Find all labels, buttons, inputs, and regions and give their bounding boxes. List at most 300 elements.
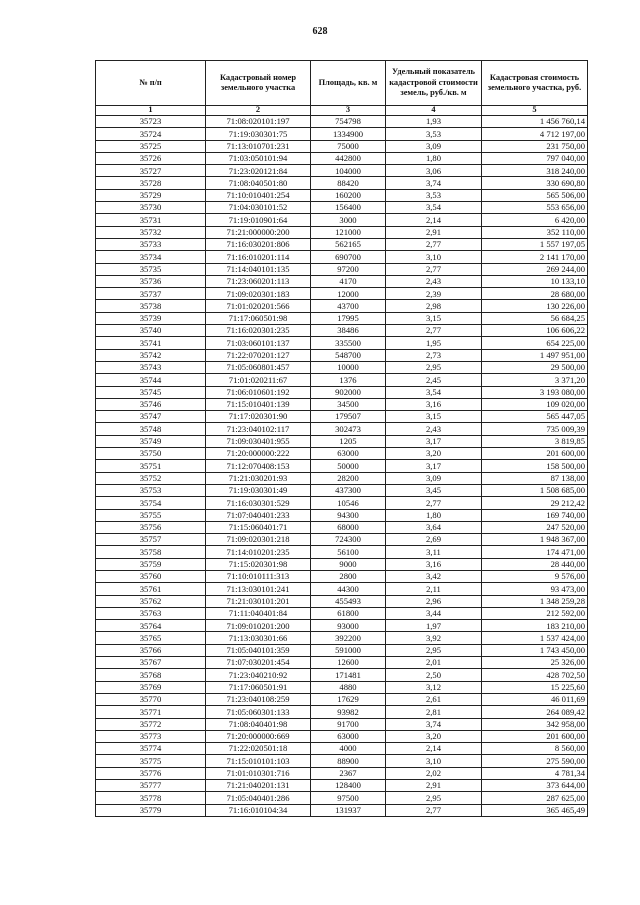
row-number-cell: 35756 [96, 521, 206, 533]
specific-value-cell: 1,97 [386, 620, 482, 632]
specific-value-cell: 2,14 [386, 743, 482, 755]
specific-value-cell: 3,74 [386, 177, 482, 189]
table-row [96, 140, 588, 152]
specific-value-cell: 2,39 [386, 288, 482, 300]
row-number-cell: 35733 [96, 238, 206, 250]
specific-value-cell: 2,61 [386, 693, 482, 705]
row-number-cell: 35764 [96, 620, 206, 632]
cadastral-number-cell: 71:10:010111:313 [206, 570, 311, 582]
area-cell: 455493 [311, 595, 386, 607]
row-number-cell: 35752 [96, 472, 206, 484]
table-row [96, 116, 588, 128]
table-row [96, 202, 588, 214]
specific-value-cell: 2,81 [386, 706, 482, 718]
table-row [96, 263, 588, 275]
row-number-cell: 35757 [96, 534, 206, 546]
row-number-cell: 35773 [96, 730, 206, 742]
cadastral-table [95, 60, 588, 817]
cadastral-number-cell: 71:21:030201:93 [206, 472, 311, 484]
cadastral-number-cell: 71:22:070201:127 [206, 349, 311, 361]
area-cell: 3000 [311, 214, 386, 226]
cadastral-number-cell: 71:21:000000:200 [206, 226, 311, 238]
column-number-row [96, 106, 588, 116]
cadastral-value-cell: 28 440,00 [482, 558, 588, 570]
table-row [96, 128, 588, 140]
row-number-cell: 35748 [96, 423, 206, 435]
cadastral-value-cell: 6 420,00 [482, 214, 588, 226]
specific-value-cell: 1,80 [386, 152, 482, 164]
table-row [96, 706, 588, 718]
cadastral-value-cell: 201 600,00 [482, 730, 588, 742]
specific-value-cell: 2,02 [386, 767, 482, 779]
specific-value-cell: 3,12 [386, 681, 482, 693]
specific-value-cell: 2,91 [386, 780, 482, 792]
row-number-cell: 35763 [96, 607, 206, 619]
cadastral-value-cell: 352 110,00 [482, 226, 588, 238]
specific-value-cell: 3,15 [386, 312, 482, 324]
area-cell: 2367 [311, 767, 386, 779]
area-cell: 61800 [311, 607, 386, 619]
cadastral-value-cell: 29 500,00 [482, 361, 588, 373]
row-number-cell: 35746 [96, 398, 206, 410]
specific-value-cell: 3,42 [386, 570, 482, 582]
cadastral-number-cell: 71:10:010401:254 [206, 189, 311, 201]
table-row [96, 632, 588, 644]
cadastral-value-cell: 553 656,00 [482, 202, 588, 214]
cadastral-value-cell: 330 690,80 [482, 177, 588, 189]
row-number-cell: 35777 [96, 780, 206, 792]
table-row [96, 214, 588, 226]
area-cell: 43700 [311, 300, 386, 312]
area-cell: 88420 [311, 177, 386, 189]
cadastral-value-cell: 654 225,00 [482, 337, 588, 349]
row-number-cell: 35747 [96, 411, 206, 423]
area-cell: 75000 [311, 140, 386, 152]
table-row [96, 767, 588, 779]
row-number-cell: 35760 [96, 570, 206, 582]
specific-value-cell: 2,95 [386, 644, 482, 656]
cadastral-number-cell: 71:01:020211:67 [206, 374, 311, 386]
cadastral-number-cell: 71:16:030301:529 [206, 497, 311, 509]
cadastral-value-cell: 8 560,00 [482, 743, 588, 755]
table-row [96, 460, 588, 472]
specific-value-cell: 3,53 [386, 189, 482, 201]
table-row [96, 251, 588, 263]
cadastral-number-cell: 71:16:020301:235 [206, 325, 311, 337]
specific-value-cell: 2,11 [386, 583, 482, 595]
specific-value-cell: 2,45 [386, 374, 482, 386]
cadastral-value-cell: 1 497 951,00 [482, 349, 588, 361]
cadastral-value-cell: 565 447,05 [482, 411, 588, 423]
cadastral-value-cell: 287 625,00 [482, 792, 588, 804]
specific-value-cell: 3,09 [386, 472, 482, 484]
area-cell: 17995 [311, 312, 386, 324]
table-row [96, 743, 588, 755]
cadastral-value-cell: 93 473,00 [482, 583, 588, 595]
area-cell: 93000 [311, 620, 386, 632]
table-body [96, 116, 588, 817]
table-row [96, 804, 588, 816]
cadastral-number-cell: 71:20:000000:222 [206, 448, 311, 460]
table-row [96, 423, 588, 435]
cadastral-number-cell: 71:20:000000:669 [206, 730, 311, 742]
table-row [96, 386, 588, 398]
specific-value-cell: 3,15 [386, 411, 482, 423]
row-number-cell: 35731 [96, 214, 206, 226]
specific-value-cell: 2,96 [386, 595, 482, 607]
row-number-cell: 35754 [96, 497, 206, 509]
row-number-cell: 35730 [96, 202, 206, 214]
cadastral-value-cell: 342 958,00 [482, 718, 588, 730]
area-cell: 63000 [311, 730, 386, 742]
area-cell: 97200 [311, 263, 386, 275]
area-cell: 97500 [311, 792, 386, 804]
row-number-cell: 35758 [96, 546, 206, 558]
specific-value-cell: 2,01 [386, 657, 482, 669]
row-number-cell: 35744 [96, 374, 206, 386]
cadastral-value-cell: 3 193 080,00 [482, 386, 588, 398]
cadastral-value-cell: 106 606,22 [482, 325, 588, 337]
cadastral-number-cell: 71:23:060201:113 [206, 275, 311, 287]
specific-value-cell: 3,10 [386, 755, 482, 767]
specific-value-cell: 3,92 [386, 632, 482, 644]
cadastral-number-cell: 71:03:060101:137 [206, 337, 311, 349]
specific-value-cell: 1,95 [386, 337, 482, 349]
table-row [96, 325, 588, 337]
area-cell: 88900 [311, 755, 386, 767]
cadastral-value-cell: 1 537 424,00 [482, 632, 588, 644]
row-number-cell: 35724 [96, 128, 206, 140]
row-number-cell: 35723 [96, 116, 206, 128]
table-row [96, 521, 588, 533]
area-cell: 131937 [311, 804, 386, 816]
row-number-cell: 35770 [96, 693, 206, 705]
row-number-cell: 35779 [96, 804, 206, 816]
table-row [96, 718, 588, 730]
column-number: 3 [311, 106, 386, 116]
cadastral-number-cell: 71:05:040101:359 [206, 644, 311, 656]
cadastral-value-cell: 1 743 450,00 [482, 644, 588, 656]
cadastral-value-cell: 1 508 685,00 [482, 484, 588, 496]
specific-value-cell: 2,95 [386, 792, 482, 804]
cadastral-number-cell: 71:16:030201:806 [206, 238, 311, 250]
area-cell: 121000 [311, 226, 386, 238]
row-number-cell: 35775 [96, 755, 206, 767]
cadastral-value-cell: 318 240,00 [482, 165, 588, 177]
cadastral-number-cell: 71:11:040401:84 [206, 607, 311, 619]
cadastral-value-cell: 1 456 760,14 [482, 116, 588, 128]
specific-value-cell: 1,93 [386, 116, 482, 128]
page-number: 628 [312, 26, 328, 37]
row-number-cell: 35732 [96, 226, 206, 238]
row-number-cell: 35751 [96, 460, 206, 472]
area-cell: 335500 [311, 337, 386, 349]
area-cell: 34500 [311, 398, 386, 410]
specific-value-cell: 3,20 [386, 730, 482, 742]
area-cell: 93982 [311, 706, 386, 718]
cadastral-value-cell: 169 740,00 [482, 509, 588, 521]
cadastral-value-cell: 365 465,49 [482, 804, 588, 816]
area-cell: 591000 [311, 644, 386, 656]
cadastral-value-cell: 565 506,00 [482, 189, 588, 201]
cadastral-value-cell: 428 702,50 [482, 669, 588, 681]
header-cadastral-value: Кадастровая стоимость земельного участка, руб. [482, 61, 588, 106]
row-number-cell: 35742 [96, 349, 206, 361]
specific-value-cell: 3,64 [386, 521, 482, 533]
table-row [96, 792, 588, 804]
area-cell: 12600 [311, 657, 386, 669]
area-cell: 4880 [311, 681, 386, 693]
area-cell: 724300 [311, 534, 386, 546]
row-number-cell: 35778 [96, 792, 206, 804]
cadastral-value-cell: 46 011,69 [482, 693, 588, 705]
specific-value-cell: 3,74 [386, 718, 482, 730]
area-cell: 302473 [311, 423, 386, 435]
cadastral-number-cell: 71:17:060501:91 [206, 681, 311, 693]
area-cell: 562165 [311, 238, 386, 250]
row-number-cell: 35728 [96, 177, 206, 189]
cadastral-number-cell: 71:09:030401:955 [206, 435, 311, 447]
specific-value-cell: 2,69 [386, 534, 482, 546]
area-cell: 10000 [311, 361, 386, 373]
table-row [96, 755, 588, 767]
cadastral-value-cell: 3 371,20 [482, 374, 588, 386]
cadastral-value-cell: 247 520,00 [482, 521, 588, 533]
specific-value-cell: 2,91 [386, 226, 482, 238]
specific-value-cell: 3,16 [386, 398, 482, 410]
cadastral-number-cell: 71:19:030301:49 [206, 484, 311, 496]
row-number-cell: 35765 [96, 632, 206, 644]
specific-value-cell: 3,45 [386, 484, 482, 496]
table-row [96, 312, 588, 324]
table-row [96, 693, 588, 705]
cadastral-number-cell: 71:08:040401:98 [206, 718, 311, 730]
table-row [96, 288, 588, 300]
area-cell: 128400 [311, 780, 386, 792]
specific-value-cell: 3,54 [386, 386, 482, 398]
cadastral-value-cell: 87 138,00 [482, 472, 588, 484]
cadastral-value-cell: 797 040,00 [482, 152, 588, 164]
header-row-number: № п/п [96, 61, 206, 106]
cadastral-number-cell: 71:23:020121:84 [206, 165, 311, 177]
cadastral-number-cell: 71:05:040401:286 [206, 792, 311, 804]
header-specific-value: Удельный показатель кадастровой стоимости земель, руб./кв. м [386, 61, 482, 106]
area-cell: 1205 [311, 435, 386, 447]
row-number-cell: 35734 [96, 251, 206, 263]
row-number-cell: 35740 [96, 325, 206, 337]
cadastral-number-cell: 71:16:010104:34 [206, 804, 311, 816]
row-number-cell: 35725 [96, 140, 206, 152]
table-row [96, 583, 588, 595]
cadastral-value-cell: 201 600,00 [482, 448, 588, 460]
area-cell: 63000 [311, 448, 386, 460]
cadastral-value-cell: 130 226,00 [482, 300, 588, 312]
area-cell: 38486 [311, 325, 386, 337]
cadastral-number-cell: 71:09:020301:218 [206, 534, 311, 546]
specific-value-cell: 3,16 [386, 558, 482, 570]
area-cell: 10546 [311, 497, 386, 509]
cadastral-value-cell: 1 557 197,05 [482, 238, 588, 250]
area-cell: 392200 [311, 632, 386, 644]
row-number-cell: 35766 [96, 644, 206, 656]
table-row [96, 300, 588, 312]
cadastral-value-cell: 264 089,42 [482, 706, 588, 718]
specific-value-cell: 2,43 [386, 423, 482, 435]
row-number-cell: 35736 [96, 275, 206, 287]
specific-value-cell: 2,73 [386, 349, 482, 361]
row-number-cell: 35726 [96, 152, 206, 164]
cadastral-value-cell: 56 684,25 [482, 312, 588, 324]
row-number-cell: 35771 [96, 706, 206, 718]
specific-value-cell: 2,77 [386, 804, 482, 816]
row-number-cell: 35768 [96, 669, 206, 681]
row-number-cell: 35738 [96, 300, 206, 312]
area-cell: 104000 [311, 165, 386, 177]
cadastral-number-cell: 71:23:040102:117 [206, 423, 311, 435]
cadastral-number-cell: 71:14:010201:235 [206, 546, 311, 558]
row-number-cell: 35762 [96, 595, 206, 607]
area-cell: 91700 [311, 718, 386, 730]
specific-value-cell: 2,77 [386, 497, 482, 509]
cadastral-value-cell: 29 212,42 [482, 497, 588, 509]
specific-value-cell: 3,09 [386, 140, 482, 152]
table-row [96, 780, 588, 792]
table-row [96, 238, 588, 250]
cadastral-number-cell: 71:19:030301:75 [206, 128, 311, 140]
row-number-cell: 35772 [96, 718, 206, 730]
cadastral-number-cell: 71:14:040101:135 [206, 263, 311, 275]
area-cell: 4170 [311, 275, 386, 287]
table-row [96, 448, 588, 460]
table-row [96, 165, 588, 177]
header-cadastral-number: Кадастровый номер земельного участка [206, 61, 311, 106]
cadastral-number-cell: 71:15:010101:103 [206, 755, 311, 767]
area-cell: 12000 [311, 288, 386, 300]
table-row [96, 644, 588, 656]
cadastral-value-cell: 10 133,10 [482, 275, 588, 287]
cadastral-number-cell: 71:22:020501:18 [206, 743, 311, 755]
cadastral-number-cell: 71:09:010201:200 [206, 620, 311, 632]
area-cell: 548700 [311, 349, 386, 361]
cadastral-value-cell: 4 781,34 [482, 767, 588, 779]
row-number-cell: 35729 [96, 189, 206, 201]
table-row [96, 657, 588, 669]
row-number-cell: 35735 [96, 263, 206, 275]
row-number-cell: 35727 [96, 165, 206, 177]
table-row [96, 152, 588, 164]
area-cell: 28200 [311, 472, 386, 484]
table-row [96, 607, 588, 619]
table-row [96, 275, 588, 287]
row-number-cell: 35767 [96, 657, 206, 669]
cadastral-number-cell: 71:15:020301:98 [206, 558, 311, 570]
specific-value-cell: 3,06 [386, 165, 482, 177]
table-row [96, 361, 588, 373]
area-cell: 902000 [311, 386, 386, 398]
specific-value-cell: 2,14 [386, 214, 482, 226]
table-row [96, 472, 588, 484]
table-row [96, 349, 588, 361]
cadastral-number-cell: 71:16:010201:114 [206, 251, 311, 263]
specific-value-cell: 3,54 [386, 202, 482, 214]
cadastral-value-cell: 212 592,00 [482, 607, 588, 619]
cadastral-value-cell: 158 500,00 [482, 460, 588, 472]
column-number: 4 [386, 106, 482, 116]
row-number-cell: 35761 [96, 583, 206, 595]
specific-value-cell: 3,11 [386, 546, 482, 558]
table-row [96, 435, 588, 447]
area-cell: 56100 [311, 546, 386, 558]
cadastral-number-cell: 71:15:060401:71 [206, 521, 311, 533]
specific-value-cell: 2,43 [386, 275, 482, 287]
cadastral-value-cell: 4 712 197,00 [482, 128, 588, 140]
cadastral-value-cell: 269 244,00 [482, 263, 588, 275]
area-cell: 1376 [311, 374, 386, 386]
table-row [96, 484, 588, 496]
cadastral-number-cell: 71:23:040210:92 [206, 669, 311, 681]
row-number-cell: 35741 [96, 337, 206, 349]
cadastral-number-cell: 71:07:040401:233 [206, 509, 311, 521]
cadastral-number-cell: 71:23:040108:259 [206, 693, 311, 705]
area-cell: 4000 [311, 743, 386, 755]
row-number-cell: 35755 [96, 509, 206, 521]
row-number-cell: 35739 [96, 312, 206, 324]
specific-value-cell: 1,80 [386, 509, 482, 521]
table-row [96, 595, 588, 607]
cadastral-number-cell: 71:21:030101:201 [206, 595, 311, 607]
cadastral-number-cell: 71:06:010601:192 [206, 386, 311, 398]
specific-value-cell: 3,17 [386, 435, 482, 447]
row-number-cell: 35759 [96, 558, 206, 570]
cadastral-value-cell: 15 225,60 [482, 681, 588, 693]
cadastral-number-cell: 71:08:020101:197 [206, 116, 311, 128]
cadastral-value-cell: 28 680,00 [482, 288, 588, 300]
table-row [96, 558, 588, 570]
cadastral-number-cell: 71:13:010701:231 [206, 140, 311, 152]
specific-value-cell: 3,53 [386, 128, 482, 140]
cadastral-number-cell: 71:04:030101:52 [206, 202, 311, 214]
specific-value-cell: 2,77 [386, 263, 482, 275]
table-row [96, 497, 588, 509]
cadastral-number-cell: 71:19:010901:64 [206, 214, 311, 226]
row-number-cell: 35769 [96, 681, 206, 693]
area-cell: 156400 [311, 202, 386, 214]
specific-value-cell: 2,95 [386, 361, 482, 373]
table-row [96, 509, 588, 521]
area-cell: 754798 [311, 116, 386, 128]
row-number-cell: 35749 [96, 435, 206, 447]
table-row [96, 398, 588, 410]
header-area: Площадь, кв. м [311, 61, 386, 106]
cadastral-number-cell: 71:05:060801:457 [206, 361, 311, 373]
cadastral-number-cell: 71:05:060301:133 [206, 706, 311, 718]
cadastral-number-cell: 71:09:020301:183 [206, 288, 311, 300]
row-number-cell: 35745 [96, 386, 206, 398]
cadastral-number-cell: 71:13:030101:241 [206, 583, 311, 595]
area-cell: 179507 [311, 411, 386, 423]
specific-value-cell: 3,44 [386, 607, 482, 619]
cadastral-number-cell: 71:17:020301:90 [206, 411, 311, 423]
table-row [96, 546, 588, 558]
row-number-cell: 35750 [96, 448, 206, 460]
cadastral-value-cell: 25 326,00 [482, 657, 588, 669]
table-row [96, 669, 588, 681]
table-header-row [96, 61, 588, 106]
cadastral-number-cell: 71:15:010401:139 [206, 398, 311, 410]
table-row [96, 226, 588, 238]
cadastral-value-cell: 3 819,85 [482, 435, 588, 447]
table-row [96, 570, 588, 582]
